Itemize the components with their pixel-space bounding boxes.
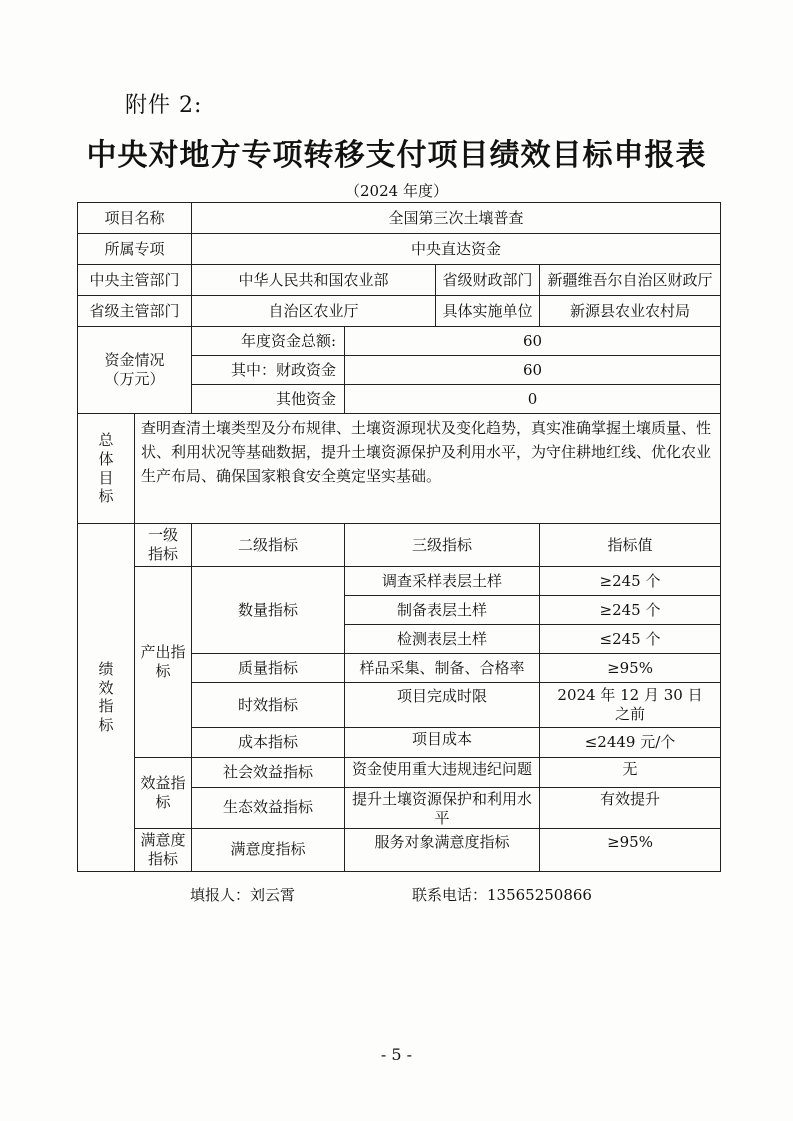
timeliness-value-line2: 之前 <box>615 705 646 723</box>
quality-value: ≥95% <box>540 654 721 683</box>
project-name-value: 全国第三次土壤普查 <box>192 203 721 234</box>
table-row <box>78 567 721 596</box>
output-label-line1: 产出指 <box>140 643 186 662</box>
social-value: 无 <box>540 758 721 788</box>
performance-target-table <box>77 202 721 872</box>
header-level1-line2: 指标 <box>148 545 179 563</box>
funds-other-value: 0 <box>345 385 721 414</box>
funds-other-label: 其他资金 <box>192 385 345 414</box>
goal-text <box>135 414 721 524</box>
quality-indicator: 样品采集、制备、合格率 <box>345 654 540 683</box>
funds-fiscal-value: 60 <box>345 356 721 385</box>
timeliness-indicator: 项目完成时限 <box>345 683 540 728</box>
impl-unit-value: 新源县农业农村局 <box>540 296 721 327</box>
header-level2: 二级指标 <box>192 524 345 567</box>
page-number: - 5 - <box>380 1045 413 1064</box>
table-row <box>78 327 721 356</box>
goal-label <box>78 414 135 524</box>
prov-dept-value: 自治区农业厅 <box>192 296 436 327</box>
table-row <box>78 296 721 327</box>
ecological-value: 有效提升 <box>540 788 721 829</box>
funds-total-value: 60 <box>345 327 721 356</box>
social-indicator: 资金使用重大违规违纪问题 <box>345 758 540 788</box>
quantity-indicator: 检测表层土样 <box>345 625 540 654</box>
central-dept-value: 中华人民共和国农业部 <box>192 265 436 296</box>
funds-label-line2: （万元） <box>104 370 165 388</box>
cost-value: ≤2449 元/个 <box>540 728 721 758</box>
quantity-indicator: 调查采样表层土样 <box>345 567 540 596</box>
satisfaction-level2: 满意度指标 <box>192 828 345 871</box>
social-label: 社会效益指标 <box>192 758 345 788</box>
cost-indicator: 项目成本 <box>345 728 540 758</box>
funds-total-label: 年度资金总额: <box>192 327 345 356</box>
benefit-label <box>135 758 192 829</box>
special-label: 所属专项 <box>78 234 192 265</box>
goal-label-char: 体 <box>98 449 114 468</box>
performance-label-char: 绩 <box>98 659 114 678</box>
performance-label-char: 指 <box>98 697 114 716</box>
quantity-value: ≥245 个 <box>540 596 721 625</box>
satisfaction-value: ≥95% <box>540 828 721 871</box>
quantity-label: 数量指标 <box>192 567 345 654</box>
goal-label-char: 标 <box>98 487 114 506</box>
satisfaction-label-line1: 满意度 <box>140 830 186 849</box>
attachment-label: 附件 2: <box>125 93 203 118</box>
goal-text-content: 查明查清土壤类型及分布规律、土壤资源现状及变化趋势，真实准确掌握土壤质量、性状、利用状况等基础数据，提升土壤资源保护及利用水平，为守住耕地红线、优化农业生产布局、确保国家粮食安全奠定坚实基础。 <box>141 419 712 485</box>
funds-label-line1: 资金情况 <box>104 351 165 370</box>
filler-label: 填报人：刘云霄 <box>190 886 296 904</box>
header-level3: 三级指标 <box>345 524 540 567</box>
ecological-indicator: 提升土壤资源保护和利用水平 <box>345 788 540 829</box>
header-level1-line1: 一级 <box>148 526 179 545</box>
funds-label <box>78 327 192 414</box>
phone-label: 联系电话：13565250866 <box>412 886 592 904</box>
ecological-label: 生态效益指标 <box>192 788 345 829</box>
table-row <box>78 203 721 234</box>
quantity-value: ≥245 个 <box>540 567 721 596</box>
header-level1 <box>135 524 192 567</box>
satisfaction-label <box>135 828 192 871</box>
prov-dept-label: 省级主管部门 <box>78 296 192 327</box>
impl-unit-label: 具体实施单位 <box>436 296 540 327</box>
goal-label-char: 目 <box>98 468 114 487</box>
table-row <box>78 234 721 265</box>
prov-finance-value: 新疆维吾尔自治区财政厅 <box>540 265 721 296</box>
table-row <box>78 265 721 296</box>
benefit-label-line1: 效益指 <box>140 774 186 792</box>
year-label: （2024 年度） <box>345 182 448 200</box>
table-row <box>78 828 721 871</box>
header-value: 指标值 <box>540 524 721 567</box>
timeliness-label: 时效指标 <box>192 683 345 728</box>
quality-label: 质量指标 <box>192 654 345 683</box>
output-label-line2: 标 <box>155 662 171 680</box>
table-row <box>78 524 721 567</box>
quantity-value: ≤245 个 <box>540 625 721 654</box>
prov-finance-label: 省级财政部门 <box>436 265 540 296</box>
output-label <box>135 567 192 758</box>
project-name-label: 项目名称 <box>78 203 192 234</box>
funds-fiscal-label: 其中：财政资金 <box>192 356 345 385</box>
satisfaction-indicator: 服务对象满意度指标 <box>345 828 540 871</box>
timeliness-value <box>540 683 721 728</box>
quantity-indicator: 制备表层土样 <box>345 596 540 625</box>
page-title: 中央对地方专项转移支付项目绩效目标申报表 <box>86 138 707 173</box>
performance-label <box>78 524 135 872</box>
cost-label: 成本指标 <box>192 728 345 758</box>
table-row <box>78 758 721 788</box>
goal-label-char: 总 <box>98 431 114 449</box>
special-value: 中央直达资金 <box>192 234 721 265</box>
benefit-label-line2: 标 <box>155 792 171 811</box>
timeliness-value-line1: 2024 年 12 月 30 日 <box>557 686 703 705</box>
central-dept-label: 中央主管部门 <box>78 265 192 296</box>
performance-label-char: 标 <box>98 716 114 734</box>
table-row <box>78 414 721 524</box>
satisfaction-label-line2: 指标 <box>148 849 179 868</box>
performance-label-char: 效 <box>98 678 114 697</box>
